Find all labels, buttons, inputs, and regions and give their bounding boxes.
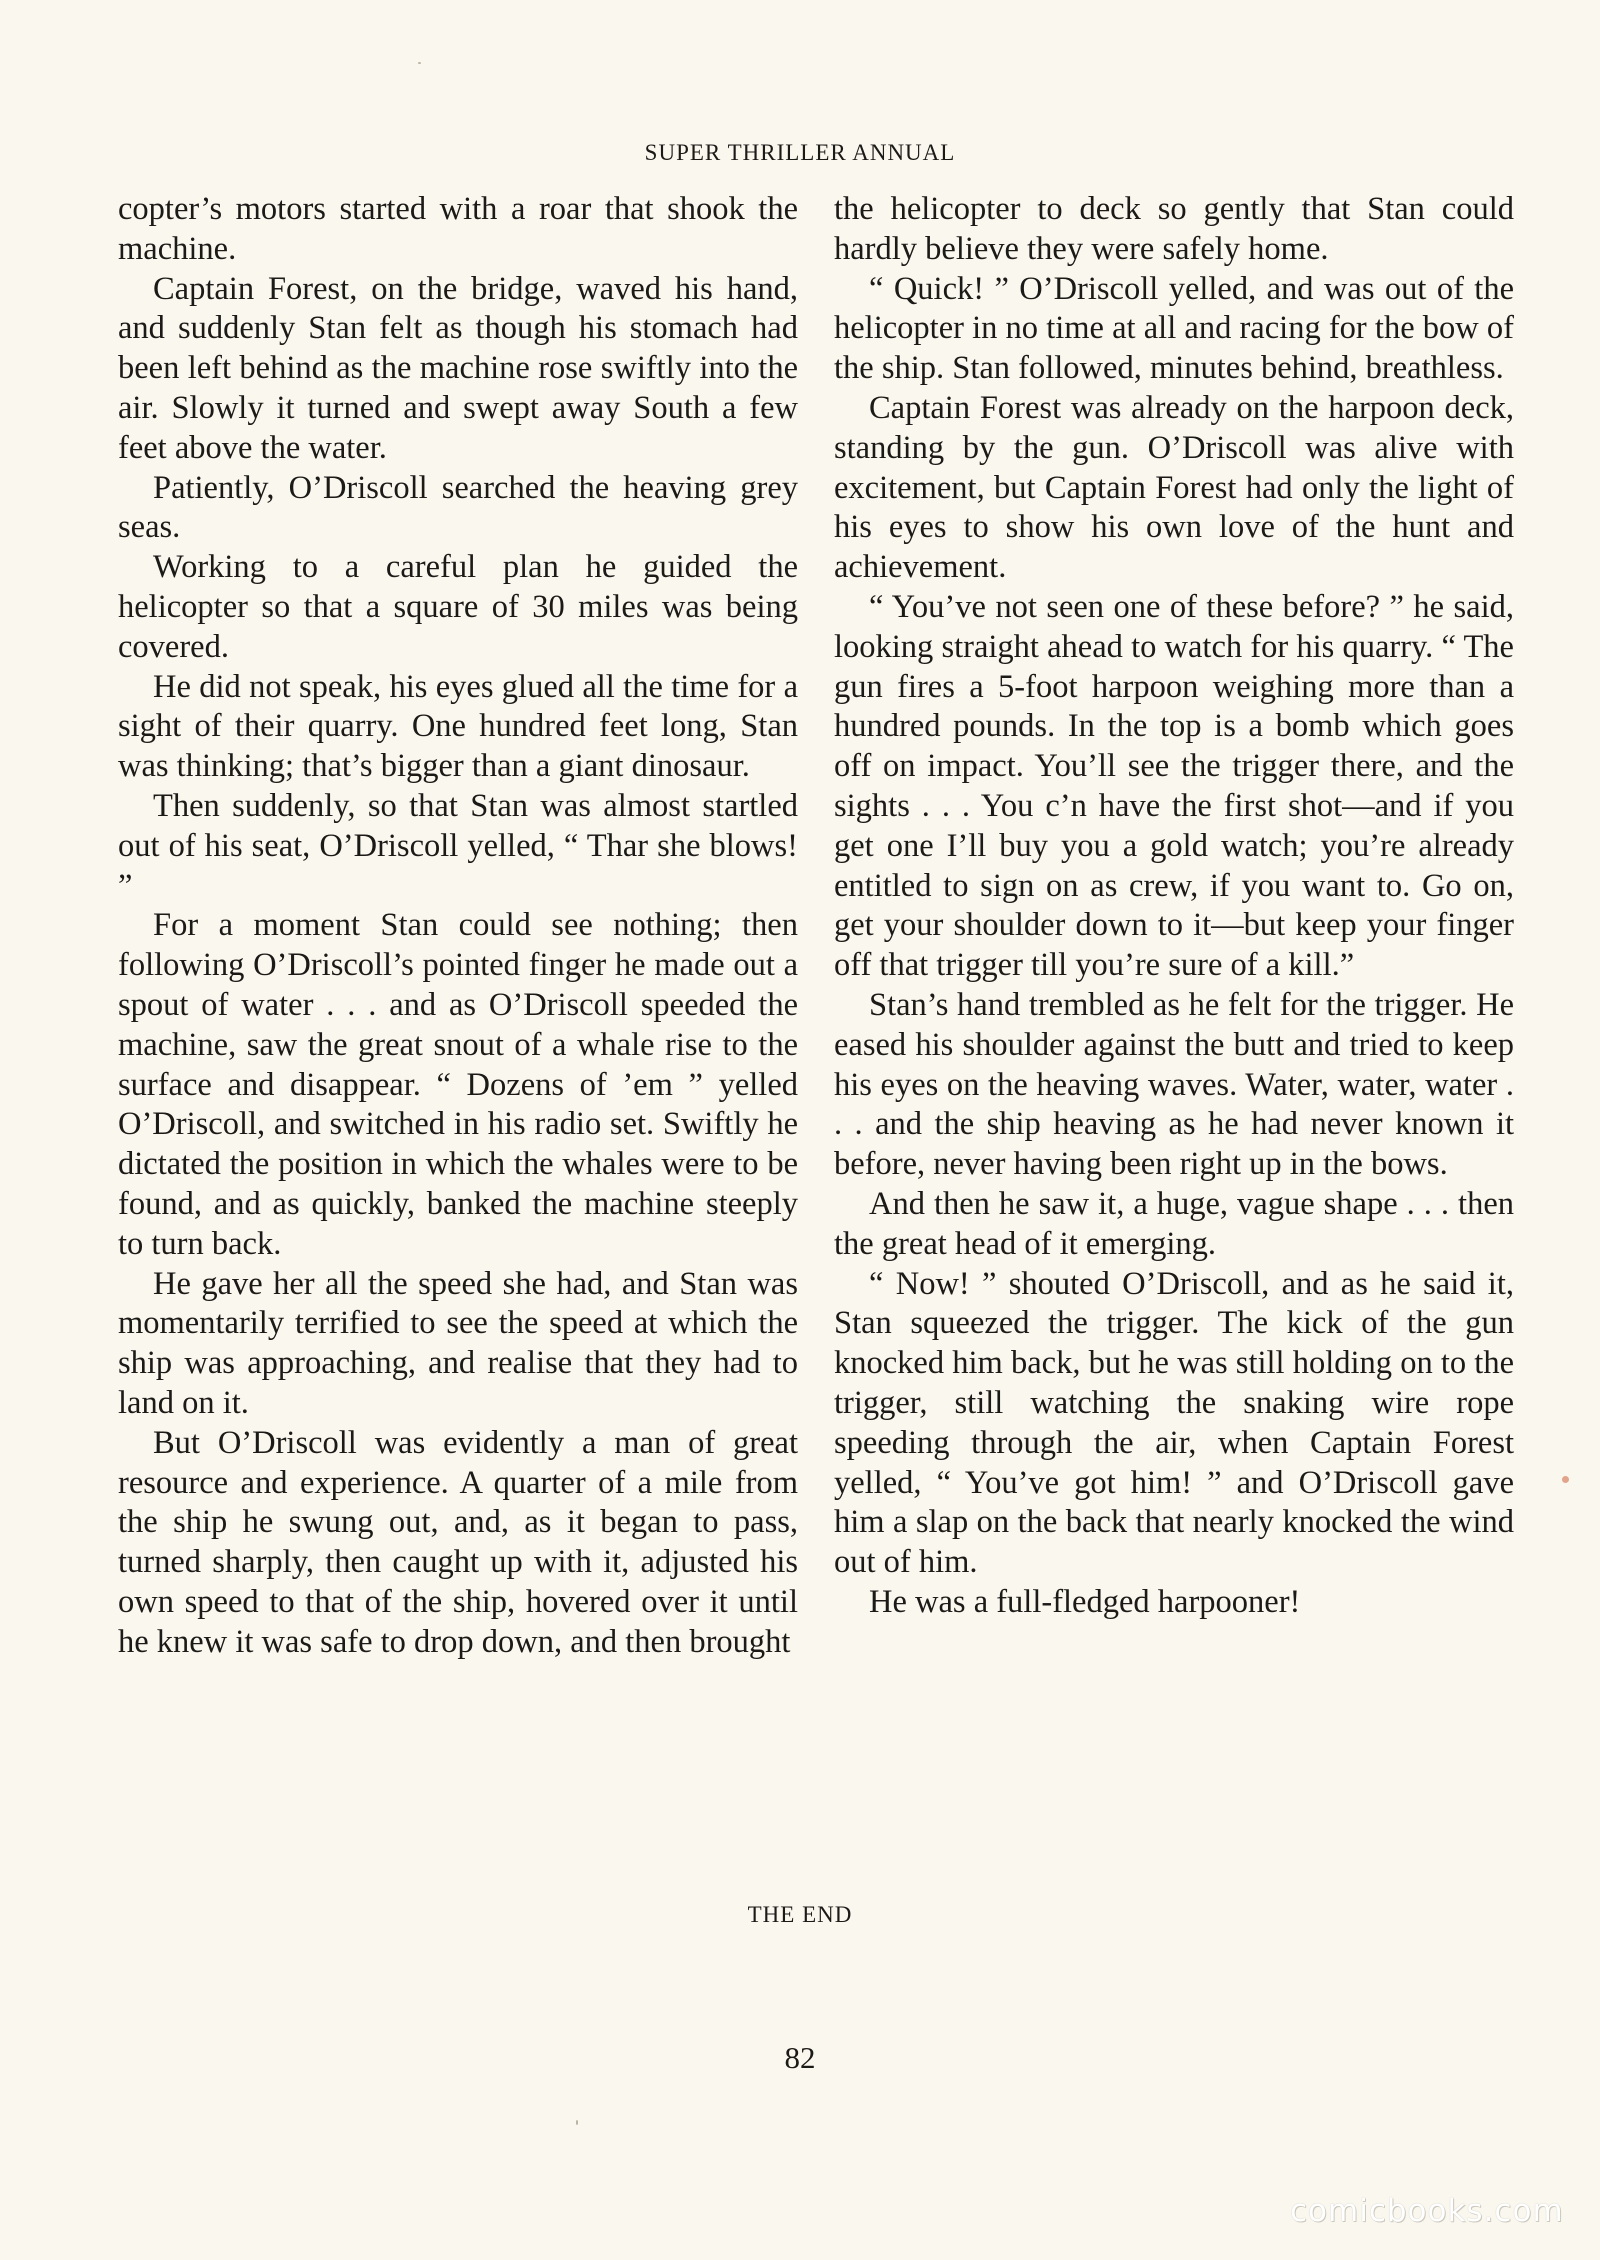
paragraph: “ Now! ” shouted O’Driscoll, and as he said it, Stan squeezed the trigger. The kick of the gun knocked him back, but he was still holding on to the trigger, still watching the snaking wire rope speeding through the air, when Captain Forest yelled, “ You’ve got him! ” and O’Driscoll gave him a slap on the back that nearly knocked the wind out of him. <box>834 1265 1514 1581</box>
paragraph: And then he saw it, a huge, vague shape . . . then the great head of it emerging. <box>834 1185 1514 1262</box>
paragraph: “ You’ve not seen one of these before? ” he said, looking straight ahead to watch for his quarry. “ The gun fires a 5-foot harpoon weighing more than a hundred pounds. In the top is a bomb which goes off on impact. You’ll see the trigger there, and the sights . . . You c’n have the first shot—and if you get one I’ll buy you a gold watch; you’re already entitled to sign on as crew, if you want to. Go on, get your shoulder down to it—but keep your finger off that trigger till you’re sure of a kill.” <box>834 588 1514 984</box>
paragraph: He gave her all the speed she had, and Stan was momentarily terrified to see the speed at which the ship was approaching, and realise that they had to land on it. <box>118 1265 798 1421</box>
paragraph: copter’s motors started with a roar that shook the machine. <box>118 191 798 267</box>
paragraph: He was a full-fledged harpooner! <box>869 1583 1301 1620</box>
right-column <box>834 190 1514 1623</box>
paragraph: “ Quick! ” O’Driscoll yelled, and was out of the helicopter in no time at all and racing for the bow of the ship. Stan followed, minutes behind, breathless. <box>834 270 1514 387</box>
running-title: SUPER THRILLER ANNUAL <box>644 140 956 165</box>
paper-speck <box>418 62 421 64</box>
paragraph: But O’Driscoll was evidently a man of great resource and experience. A quarter of a mile from the ship he swung out, and, as it began to pass, turned sharply, then caught up with it, adjusted his own speed to that of the ship, hovered over it until he knew it was safe to drop down, and then brought <box>118 1424 798 1660</box>
watermark: comicbooks.com <box>1290 2193 1564 2229</box>
paragraph: He did not speak, his eyes glued all the time for a sight of their quarry. One hundred feet long, Stan was thinking; that’s bigger than a giant dinosaur. <box>118 668 798 785</box>
paragraph: the helicopter to deck so gently that Stan could hardly believe they were safely home. <box>834 191 1514 267</box>
left-column <box>118 190 798 1662</box>
page-number: 82 <box>784 2040 816 2075</box>
paper-speck <box>576 2120 578 2125</box>
paragraph: Captain Forest was already on the harpoon deck, standing by the gun. O’Driscoll was alive with excitement, but Captain Forest had only the light of his eyes to show his own love of the hunt and achievement. <box>834 389 1514 586</box>
paragraph: Then suddenly, so that Stan was almost startled out of his seat, O’Driscoll yelled, “ Thar she blows! ” <box>118 787 798 904</box>
paragraph: For a moment Stan could see nothing; then following O’Driscoll’s pointed finger he made out a spout of water . . . and as O’Driscoll speeded the machine, saw the great snout of a whale rise to the surface and disappear. “ Dozens of ’em ” yelled O’Driscoll, and switched in his radio set. Swiftly he dictated the position in which the whales were to be found, and as quickly, banked the machine steeply to turn back. <box>118 907 798 1262</box>
paragraph: Patiently, O’Driscoll searched the heaving grey seas. <box>118 469 798 546</box>
paragraph: Captain Forest, on the bridge, waved his hand, and suddenly Stan felt as though his stomach had been left behind as the machine rose swiftly into the air. Slowly it turned and swept away South a few feet above the water. <box>118 270 798 466</box>
paper-speck <box>1562 1476 1569 1483</box>
paragraph: Working to a careful plan he guided the helicopter so that a square of 30 miles was being covered. <box>118 549 798 665</box>
paragraph: Stan’s hand trembled as he felt for the trigger. He eased his shoulder against the butt and tried to keep his eyes on the heaving waves. Water, water, water . . . and the ship heaving as he had never known it before, never having been right up in the bows. <box>834 986 1514 1183</box>
the-end-label: THE END <box>747 1902 853 1927</box>
